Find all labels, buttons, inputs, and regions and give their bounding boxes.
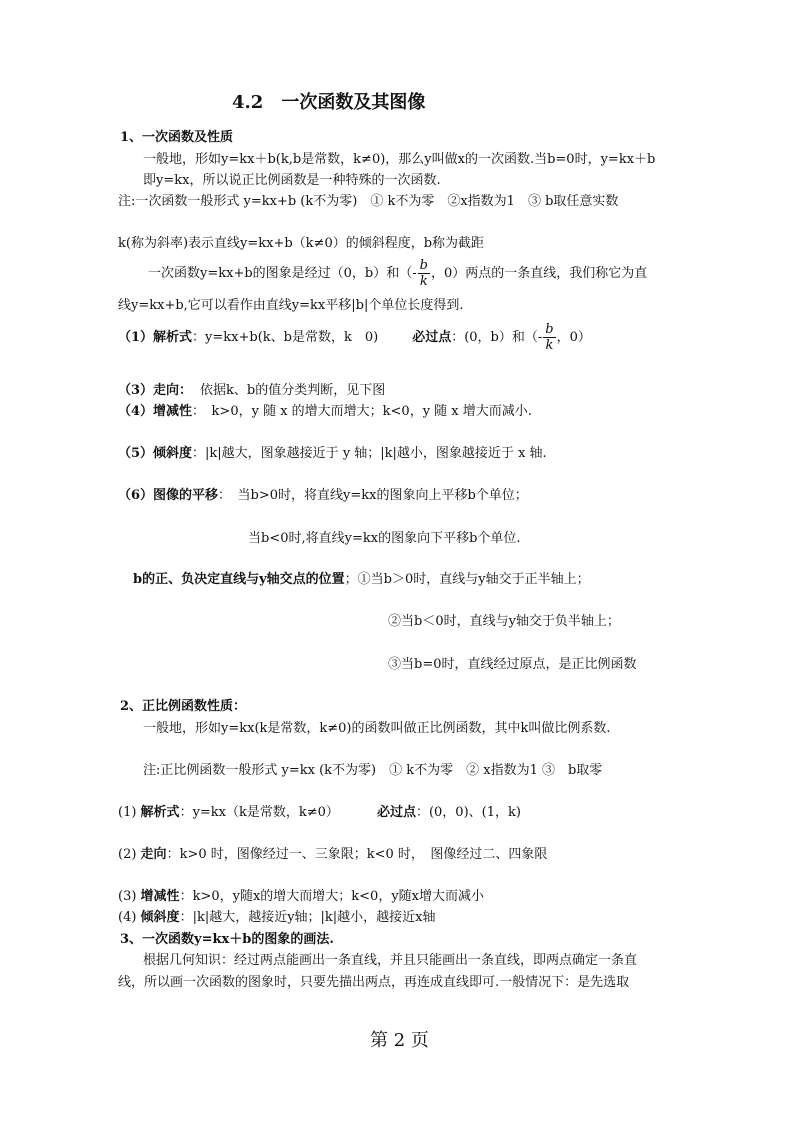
- intercept-sign-line-1: [133, 572, 590, 588]
- intercept-sign-text-1: ；①当b＞0时，直线与y轴交于正半轴上；: [344, 572, 590, 587]
- slope-definition: k(称为斜率)表示直线y=kx+b（k≠0）的倾斜程度，b称为截距: [118, 236, 485, 251]
- monotonicity-text: ： k>0，y 随 x 的增大而增大；k<0，y 随 x 增大而减小.: [192, 404, 532, 419]
- intercept-sign-line-3: ③当b=0时，直线经过原点，是正比例函数: [388, 657, 637, 672]
- graph-description-text-b: ，0）两点的一条直线，我们称它为直: [430, 266, 648, 281]
- fraction-denominator: k: [419, 274, 428, 289]
- item-2-prefix: (2): [118, 847, 141, 862]
- fraction-b-over-k: [418, 258, 430, 289]
- item-4-prefix: (4): [118, 910, 141, 925]
- formula-line: [118, 322, 591, 354]
- proportional-formula-text: ：y=kx（k是常数，k≠0）: [179, 805, 339, 820]
- intercept-sign-label: b的正、负决定直线与y轴交点的位置: [133, 572, 345, 587]
- page-number-footer: 第 2 页: [370, 1030, 429, 1051]
- graph-description-line-1: [148, 258, 647, 290]
- translation-label: （6）图像的平移: [118, 488, 219, 503]
- proportional-monotonicity-label: 增减性: [140, 889, 180, 904]
- fraction-numerator: b: [419, 258, 428, 273]
- page-title: 4.2 一次函数及其图像: [232, 92, 426, 113]
- section-1-heading: 1、一次函数及性质: [120, 130, 234, 145]
- proportional-formula-line: [118, 805, 521, 821]
- item-3-prefix: (3): [118, 889, 141, 904]
- proportional-point-text: ：(0，0)、(1，k): [415, 805, 521, 820]
- proportional-steepness-line: [118, 910, 436, 926]
- section-1-note: 注:一次函数一般形式 y=kx+b (k不为零) ① k不为零 ②x指数为1 ③ b取任意实数: [118, 194, 619, 209]
- proportional-direction-line: [118, 847, 547, 863]
- section-3-heading: 3、一次函数y=kx＋b的图象的画法.: [120, 932, 334, 947]
- intercept-sign-line-2: ②当b＜0时，直线与y轴交于负半轴上；: [388, 614, 620, 629]
- graph-description-text-a: 一次函数y=kx+b的图象是经过（0，b）和（-: [148, 266, 417, 281]
- proportional-direction-label: 走向: [140, 847, 167, 862]
- translation-line-2: 当b<0时,将直线y=kx的图象向下平移b个单位.: [248, 531, 521, 546]
- steepness-line: [118, 446, 547, 462]
- proportional-point-label: 必过点: [376, 805, 416, 820]
- direction-line: [118, 383, 385, 399]
- formula-text: ：y=kx+b(k、b是常数，k 0): [192, 330, 379, 345]
- fraction-b-over-k-2: [543, 322, 555, 353]
- steepness-text: ：|k|越大，图象越接近于 y 轴；|k|越小，图象越接近于 x 轴.: [192, 446, 547, 461]
- section-1-paragraph-line-2: 即y=kx，所以说正比例函数是一种特殊的一次函数.: [143, 173, 441, 188]
- proportional-monotonicity-text: ：k>0，y随x的增大而增大；k<0，y随x增大而减小: [179, 889, 484, 904]
- item-1-prefix: (1): [118, 805, 141, 820]
- monotonicity-line: [118, 404, 532, 420]
- point-text-a: ：(0，b）和（-: [451, 330, 543, 345]
- proportional-formula-label: 解析式: [140, 805, 180, 820]
- fraction-denominator-2: k: [545, 338, 554, 353]
- section-2-paragraph: 一般地，形如y=kx(k是常数，k≠0)的函数叫做正比例函数，其中k叫做比例系数.: [143, 721, 611, 736]
- point-text-b: ，0）: [556, 330, 591, 345]
- formula-label: （1）解析式: [118, 330, 193, 345]
- proportional-steepness-text: ：|k|越大，越接近y轴；|k|越小，越接近x轴: [179, 910, 436, 925]
- proportional-direction-text: ：k>0 时，图像经过一、三象限；k<0 时， 图像经过二、四象限: [166, 847, 548, 862]
- translation-line-1: [118, 488, 528, 504]
- point-label: 必过点: [412, 330, 452, 345]
- section-1-paragraph-line-1: 一般地，形如y=kx＋b(k,b是常数，k≠0)，那么y叫做x的一次函数.当b=0时，y=kx＋b: [143, 152, 656, 167]
- proportional-monotonicity-line: [118, 889, 484, 905]
- fraction-numerator-2: b: [545, 322, 554, 337]
- direction-label: （3）走向：: [118, 383, 193, 398]
- monotonicity-label: （4）增减性: [118, 404, 193, 419]
- proportional-steepness-label: 倾斜度: [140, 910, 180, 925]
- section-2-heading: 2、正比例函数性质：: [120, 699, 247, 714]
- steepness-label: （5）倾斜度: [118, 446, 193, 461]
- section-3-paragraph-line-2: 线，所以画一次函数的图象时，只要先描出两点，再连成直线即可.一般情况下：是先选取: [118, 975, 630, 990]
- section-3-paragraph-line-1: 根据几何知识：经过两点能画出一条直线，并且只能画出一条直线，即两点确定一条直: [143, 953, 638, 968]
- translation-text-1: ： 当b>0时，将直线y=kx的图象向上平移b个单位；: [218, 488, 528, 503]
- section-2-note: 注:正比例函数一般形式 y=kx (k不为零) ① k不为零 ② x指数为1 ③ b取零: [143, 763, 603, 778]
- direction-text: 依据k、b的值分类判断，见下图: [200, 383, 386, 398]
- graph-description-line-2: 线y=kx+b,它可以看作由直线y=kx平移|b|个单位长度得到.: [118, 298, 464, 313]
